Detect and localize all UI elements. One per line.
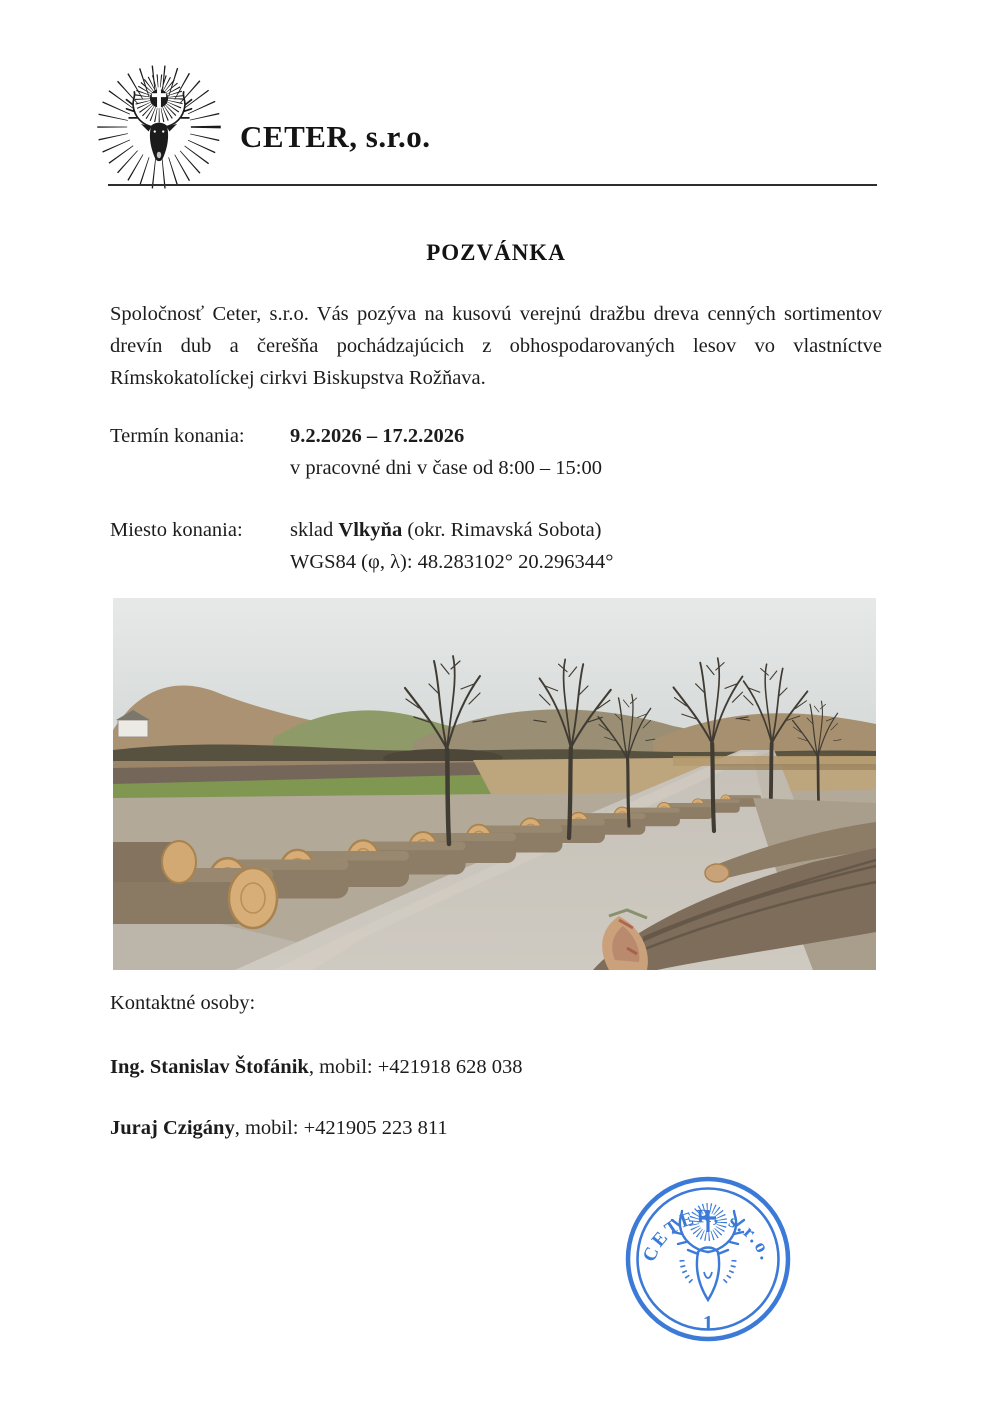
- stamp-number: 1: [702, 1311, 714, 1335]
- place-label: Miesto konania:: [110, 519, 243, 541]
- place-name: Vlkyňa: [338, 519, 403, 541]
- contact-2-name: Juraj Czigány: [110, 1117, 235, 1139]
- term-time: v pracovné dni v čase od 8:00 – 15:00: [290, 457, 602, 479]
- timber-yard-photo: [113, 598, 876, 970]
- place-row: [110, 514, 882, 578]
- stamp-company-text: CETER, s.r.o.: [638, 1205, 778, 1265]
- contact-1-name: Ing. Stanislav Štofánik: [110, 1056, 309, 1078]
- company-name: CETER, s.r.o.: [240, 119, 431, 154]
- place-line: [290, 514, 613, 546]
- place-coordinates: WGS84 (φ, λ): 48.283102° 20.296344°: [290, 551, 614, 573]
- letterhead-divider: [108, 170, 877, 186]
- place-suffix: (okr. Rimavská Sobota): [402, 519, 602, 541]
- intro-paragraph: Spoločnosť Ceter, s.r.o. Vás pozýva na kusovú verejnú dražbu dreva cenných sortimentov drevín dub a čerešňa pochádzajúcich z obhospodarovaných lesov vo vlastníctve Rímskokatolíckej cirkvi Biskupstva Rožňava.: [110, 303, 882, 389]
- contact-person-1: [110, 1056, 523, 1079]
- contact-person-2: [110, 1117, 448, 1140]
- company-stamp: [622, 1172, 794, 1348]
- contact-1-phone: , mobil: +421918 628 038: [308, 1056, 523, 1078]
- term-row: [110, 420, 882, 484]
- term-label: Termín konania:: [110, 425, 245, 447]
- contact-2-phone: , mobil: +421905 223 811: [234, 1117, 448, 1139]
- contacts-heading: Kontaktné osoby:: [110, 992, 256, 1014]
- term-dates: 9.2.2026 – 17.2.2026: [290, 425, 465, 447]
- term-value: [290, 420, 602, 484]
- place-value: [290, 514, 613, 578]
- place-prefix: sklad: [290, 519, 339, 541]
- document-title: POZVÁNKA: [426, 240, 566, 265]
